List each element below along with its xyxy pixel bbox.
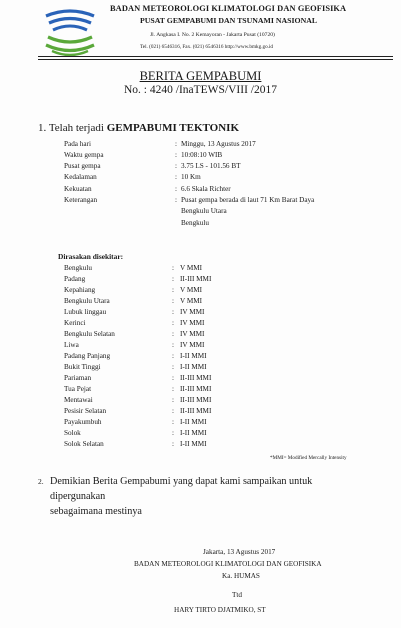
felt-colon: : bbox=[172, 374, 174, 382]
document-number: No. : 4240 /InaTEWS/VIII /2017 bbox=[124, 84, 277, 96]
felt-city: Pariaman bbox=[64, 374, 92, 382]
info-label: Kedalaman bbox=[64, 173, 97, 181]
felt-colon: : bbox=[172, 319, 174, 327]
felt-mmi: IV MMI bbox=[180, 341, 205, 349]
felt-city: Solok bbox=[64, 429, 81, 437]
felt-mmi: I-II MMI bbox=[180, 418, 207, 426]
signature-role: Ka. HUMAS bbox=[222, 572, 260, 580]
felt-colon: : bbox=[172, 385, 174, 393]
felt-city: Bengkulu bbox=[64, 264, 92, 272]
felt-colon: : bbox=[172, 396, 174, 404]
info-label: Keterangan bbox=[64, 196, 98, 204]
closing-line: dipergunakan bbox=[50, 491, 106, 502]
info-colon: : bbox=[175, 162, 177, 170]
felt-colon: : bbox=[172, 286, 174, 294]
section-1-heading bbox=[38, 122, 239, 134]
felt-city: Bukit Tinggi bbox=[64, 363, 101, 371]
felt-mmi: II-III MMI bbox=[180, 396, 212, 404]
closing-line: Demikian Berita Gempabumi yang dapat kami sampaikan untuk bbox=[50, 476, 313, 487]
felt-colon: : bbox=[172, 330, 174, 338]
felt-city: Bengkulu Selatan bbox=[64, 330, 115, 338]
info-label: Pusat gempa bbox=[64, 162, 101, 170]
felt-mmi: II-III MMI bbox=[180, 374, 212, 382]
section-1-emphasis: GEMPABUMI TEKTONIK bbox=[106, 122, 240, 134]
closing-number: 2. bbox=[38, 477, 44, 486]
logo-sky-stripes bbox=[46, 11, 94, 30]
felt-city: Pesisir Selatan bbox=[64, 407, 107, 415]
felt-mmi: IV MMI bbox=[180, 308, 205, 316]
info-colon: : bbox=[175, 173, 177, 181]
bmkg-logo bbox=[40, 7, 100, 57]
contact-line: Tel. (021) 6546316, Fax. (021) 6546316 http://www.bmkg.go.id bbox=[140, 44, 274, 50]
description-continuation: Bengkulu bbox=[181, 219, 209, 227]
felt-colon: : bbox=[172, 352, 174, 360]
center-name: PUSAT GEMPABUMI DAN TSUNAMI NASIONAL bbox=[140, 16, 318, 25]
org-name: BADAN METEOROLOGI KLIMATOLOGI DAN GEOFISIKA bbox=[110, 4, 347, 13]
felt-city: Lubuk linggau bbox=[64, 308, 107, 316]
document-title: BERITA GEMPABUMI bbox=[139, 69, 262, 83]
felt-city: Padang Panjang bbox=[64, 352, 111, 360]
felt-colon: : bbox=[172, 297, 174, 305]
felt-colon: : bbox=[172, 341, 174, 349]
info-colon: : bbox=[175, 140, 177, 148]
felt-colon: : bbox=[172, 429, 174, 437]
info-value: Minggu, 13 Agustus 2017 bbox=[181, 140, 256, 148]
signatory-name: HARY TIRTO DJATMIKO, ST bbox=[174, 606, 266, 614]
info-label: Pada hari bbox=[64, 140, 91, 148]
info-label: Waktu gempa bbox=[64, 151, 104, 159]
info-label: Kekuatan bbox=[64, 185, 92, 193]
felt-city: Padang bbox=[64, 275, 86, 283]
description-continuation: Bengkulu Utara bbox=[181, 207, 227, 215]
signature-org: BADAN METEOROLOGI KLIMATOLOGI DAN GEOFISIKA bbox=[134, 560, 322, 568]
logo-land-stripes bbox=[46, 37, 94, 55]
felt-city: Solok Selatan bbox=[64, 440, 104, 448]
felt-heading: Dirasakan disekitar: bbox=[58, 252, 124, 261]
felt-mmi: II-III MMI bbox=[180, 407, 212, 415]
info-colon: : bbox=[175, 151, 177, 159]
header-divider-thin bbox=[38, 59, 393, 60]
closing-line: sebagaimana mestinya bbox=[50, 506, 142, 517]
felt-colon: : bbox=[172, 363, 174, 371]
felt-mmi: IV MMI bbox=[180, 319, 205, 327]
address: Jl. Angkasa I. No. 2 Kemayoran - Jakarta Pusat (10720) bbox=[150, 32, 275, 38]
felt-colon: : bbox=[172, 407, 174, 415]
felt-city: Liwa bbox=[64, 341, 79, 349]
felt-mmi: I-II MMI bbox=[180, 352, 207, 360]
felt-colon: : bbox=[172, 275, 174, 283]
info-value: 6.6 Skala Richter bbox=[181, 185, 231, 193]
felt-city: Kerinci bbox=[64, 319, 86, 327]
felt-colon: : bbox=[172, 264, 174, 272]
felt-city: Mentawai bbox=[64, 396, 93, 404]
mmi-footnote: *MMI= Modified Mercally Intensity bbox=[270, 455, 347, 461]
felt-mmi: I-II MMI bbox=[180, 440, 207, 448]
felt-city: Tua Pejat bbox=[64, 385, 92, 393]
info-value: 3.75 LS - 101.56 BT bbox=[181, 162, 241, 170]
felt-colon: : bbox=[172, 418, 174, 426]
info-value: Pusat gempa berada di laut 71 Km Barat Daya bbox=[181, 196, 315, 204]
felt-mmi: V MMI bbox=[180, 297, 203, 305]
signature-ttd: Ttd bbox=[232, 591, 242, 599]
felt-mmi: V MMI bbox=[180, 264, 203, 272]
info-value: 10 Km bbox=[181, 173, 201, 181]
header-divider bbox=[38, 56, 393, 57]
felt-mmi: IV MMI bbox=[180, 330, 205, 338]
info-colon: : bbox=[175, 185, 177, 193]
felt-mmi: I-II MMI bbox=[180, 429, 207, 437]
felt-mmi: II-III MMI bbox=[180, 385, 212, 393]
felt-city: Kepahiang bbox=[64, 286, 96, 294]
info-colon: : bbox=[175, 196, 177, 204]
felt-city: Payakumbuh bbox=[64, 418, 102, 426]
felt-mmi: V MMI bbox=[180, 286, 203, 294]
felt-mmi: II-III MMI bbox=[180, 275, 212, 283]
felt-city: Bengkulu Utara bbox=[64, 297, 110, 305]
felt-mmi: I-II MMI bbox=[180, 363, 207, 371]
signature-place-date: Jakarta, 13 Agustus 2017 bbox=[203, 548, 276, 556]
felt-colon: : bbox=[172, 440, 174, 448]
section-1-number: 1. bbox=[38, 122, 47, 134]
felt-colon: : bbox=[172, 308, 174, 316]
section-1-lead: Telah terjadi bbox=[48, 122, 104, 134]
info-value: 10:08:10 WIB bbox=[181, 151, 223, 159]
